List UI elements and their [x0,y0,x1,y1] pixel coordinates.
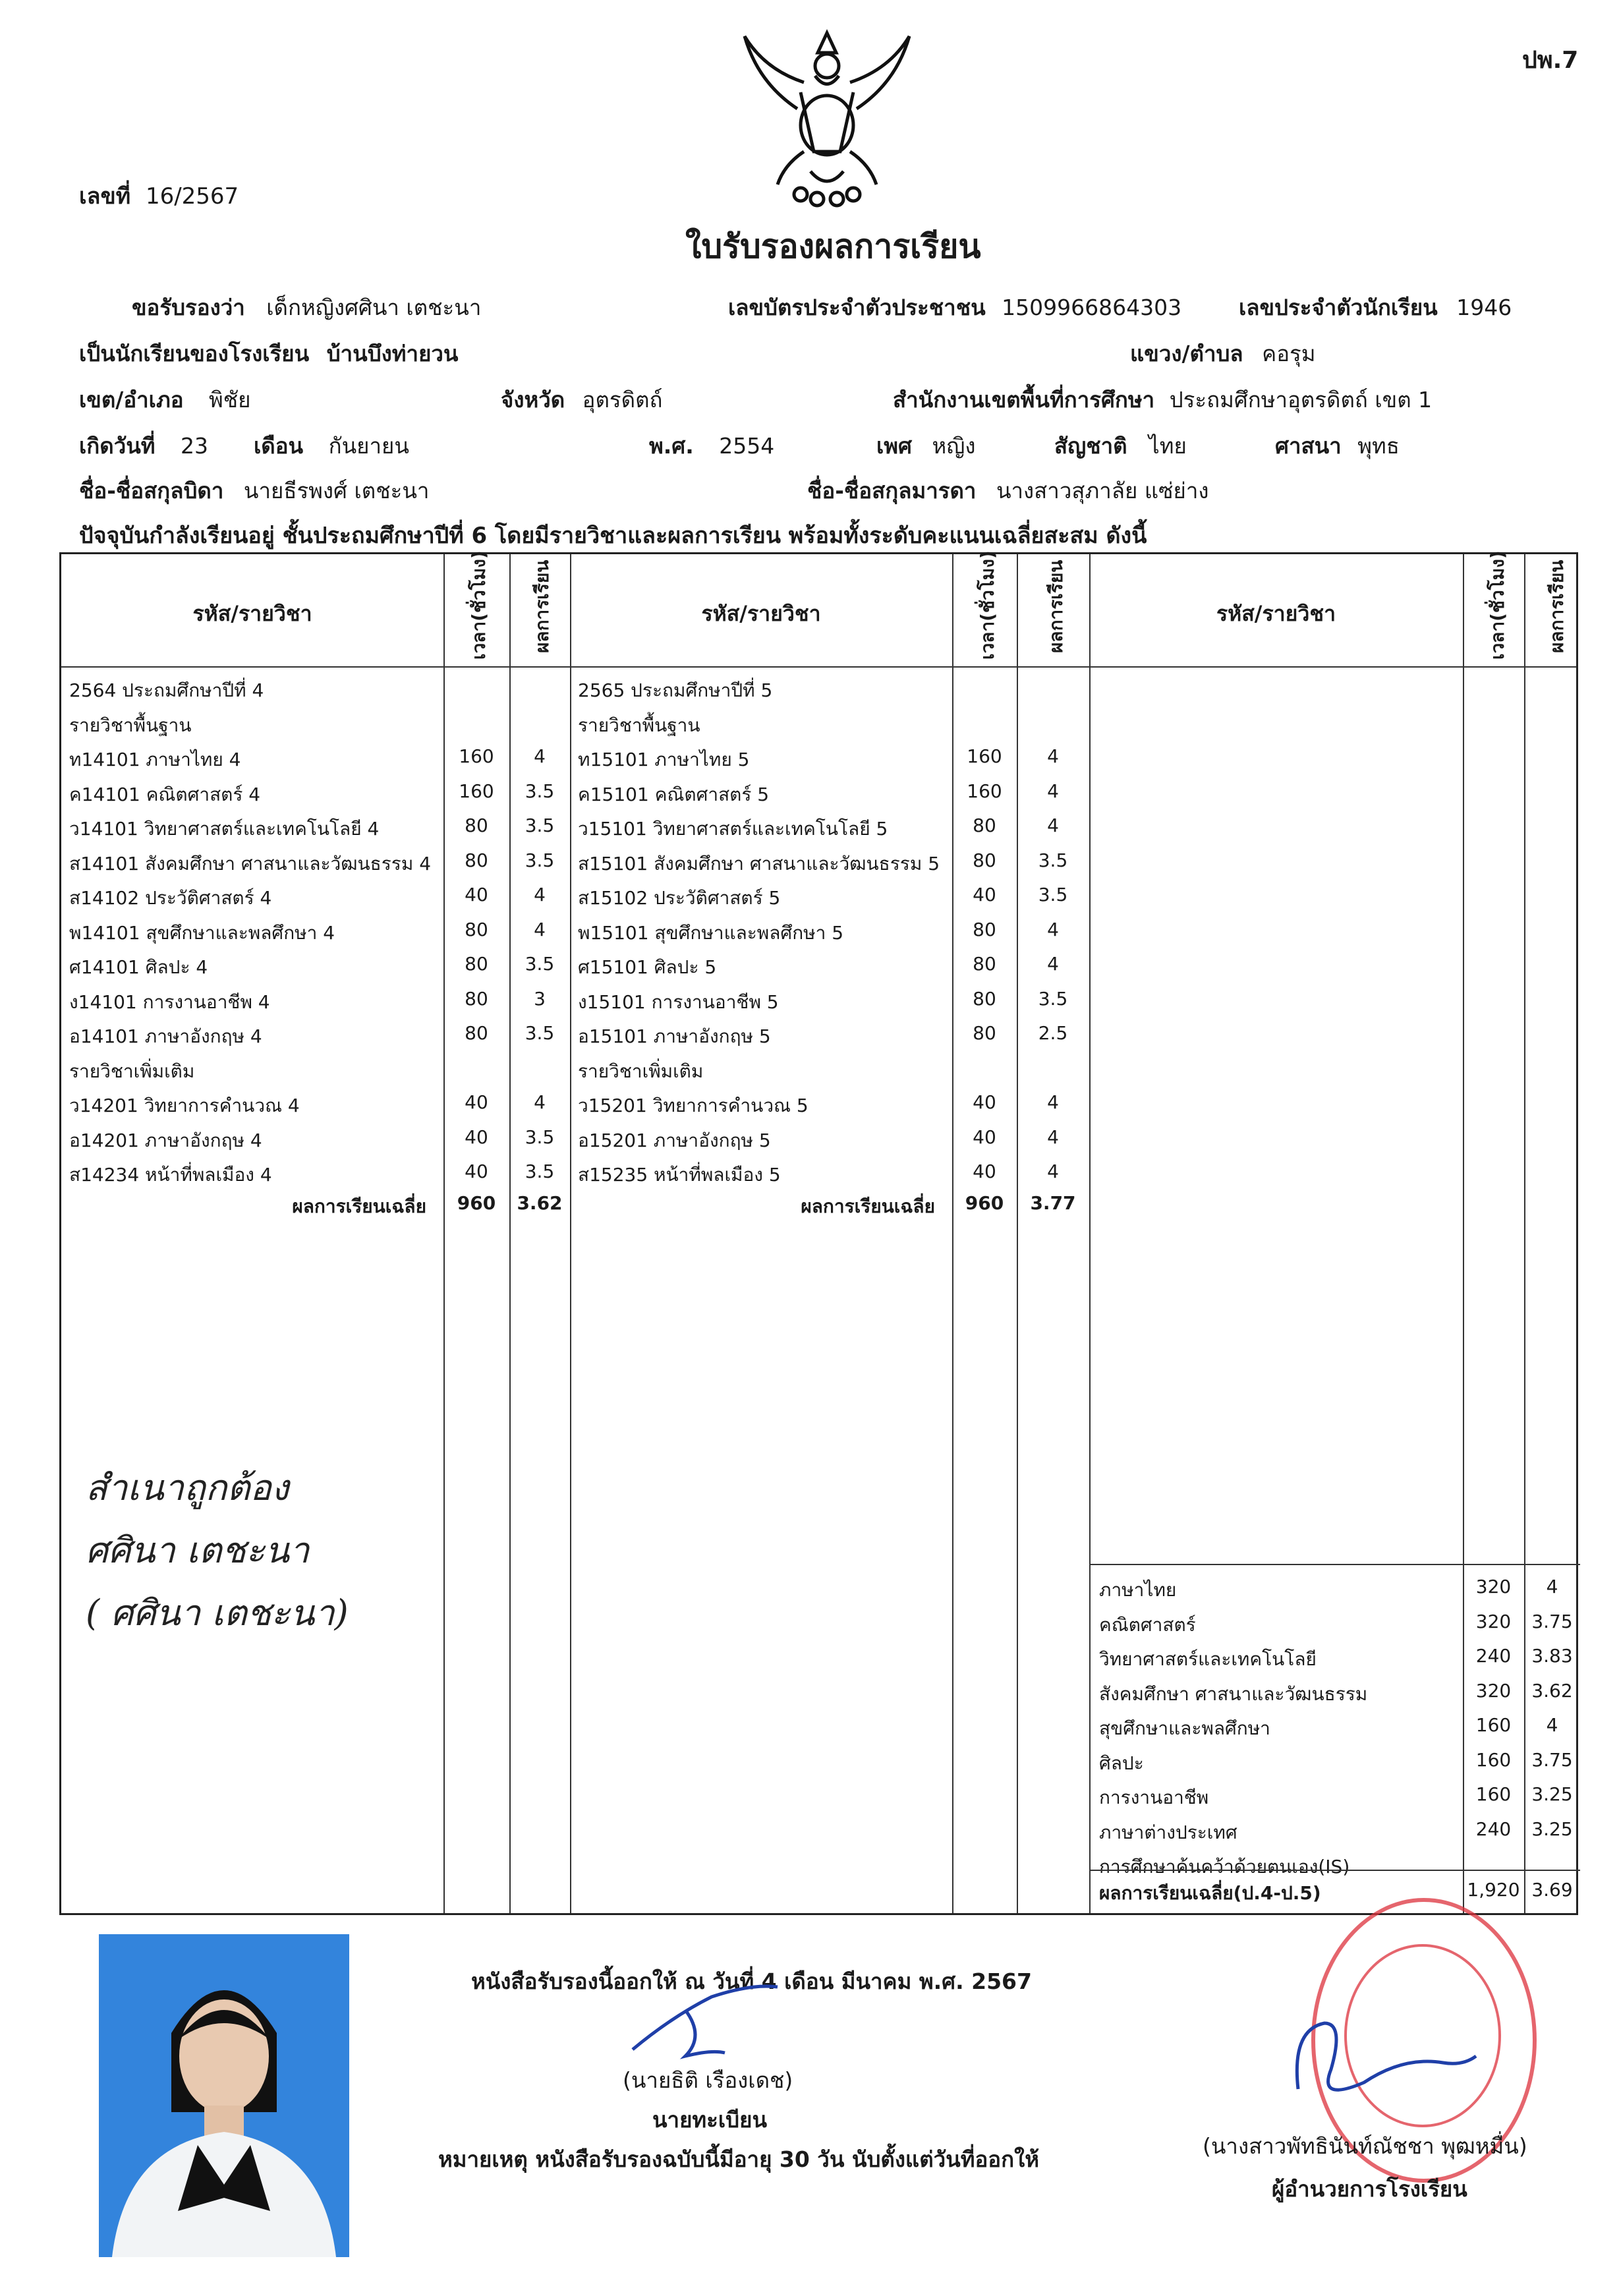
handwriting-line-1: สำเนาถูกต้อง [86,1467,289,1508]
birth-day-value: 23 [181,433,209,459]
director-signature-icon [1285,2010,1483,2102]
province-value: อุตรดิตถ์ [582,387,663,413]
sex-line [876,428,975,463]
year5-subject: 2565 ประถมศึกษาปีที่ 5 [578,679,773,701]
validity-note: หมายเหตุ หนังสือรับรองฉบับนี้มีอายุ 30 วัน นับตั้งแต่วันที่ออกให้ [438,2146,1039,2172]
summary-hours: 320 [1475,1679,1512,1702]
year5-subject: ศ15101 ศิลปะ 5 [578,956,717,978]
year5-subject: ง15101 การงานอาชีพ 5 [578,990,779,1013]
year4-grade: 3.5 [525,849,555,871]
year5-grade: 4 [1047,1126,1059,1148]
birth-month-value: กันยายน [328,433,409,459]
header-hours-2: เวลา(ชั่วโมง) [977,550,998,660]
birth-day-line [79,428,208,463]
year5-hours: 80 [973,815,996,836]
year4-subject: ศ14101 ศิลปะ 4 [69,956,208,978]
year5-hours: 80 [973,953,996,975]
year4-average-grade: 3.62 [517,1192,563,1214]
father-label: ชื่อ-ชื่อสกุลบิดา [79,478,224,503]
father-value: นายธีรพงศ์ เตชะนา [243,478,430,503]
year5-grade: 4 [1047,815,1059,836]
year5-subject: ส15102 ประวัติศาสตร์ 5 [578,887,781,909]
year5-subject: ส15235 หน้าที่พลเมือง 5 [578,1164,781,1186]
document-number-label: เลขที่ [79,183,131,210]
summary-subject: ภาษาไทย [1099,1579,1177,1601]
year4-subject: รายวิชาเพิ่มเติม [69,1060,195,1082]
handwriting-line-3: ( ศศินา เตชะนา) [86,1592,349,1634]
header-hours-1: เวลา(ชั่วโมง) [468,550,490,660]
year4-hours: 40 [465,1161,488,1182]
year5-hours: 80 [973,1022,996,1044]
director-title: ผู้อำนวยการโรงเรียน [1272,2176,1467,2202]
document-number-value: 16/2567 [145,183,239,210]
student-no-value: 1946 [1456,295,1512,320]
summary-hours: 240 [1475,1818,1512,1840]
year4-hours: 40 [465,1126,488,1148]
birth-day-label: เกิดวันที่ [79,433,156,459]
year5-grade: 2.5 [1038,1022,1068,1044]
summary-grade: 3.25 [1531,1783,1573,1805]
year4-subject: พ14101 สุขศึกษาและพลศึกษา 4 [69,921,335,944]
header-hours-3: เวลา(ชั่วโมง) [1487,550,1508,660]
year4-hours: 80 [465,918,488,940]
year5-hours: 40 [973,1091,996,1113]
year5-subject: พ15101 สุขศึกษาและพลศึกษา 5 [578,921,844,944]
id-card-line [728,290,1181,325]
student-no-label: เลขประจำตัวนักเรียน [1239,295,1438,320]
header-subject-1: รหัส/รายวิชา [192,601,312,626]
student-no-line [1239,290,1512,325]
issue-date: หนังสือรับรองนี้ออกให้ ณ วันที่ 4 เดือน มีนาคม พ.ศ. 2567 [471,1968,1032,1994]
summary-subject: สังคมศึกษา ศาสนาและวัฒนธรรม [1099,1682,1368,1705]
year4-subject: ว14201 วิทยาการคำนวณ 4 [69,1095,300,1116]
nationality-line [1054,428,1187,463]
student-photo [99,1934,349,2257]
religion-line [1275,428,1400,463]
header-grade-2: ผลการเรียน [1045,560,1067,653]
year4-hours: 40 [465,884,488,905]
year5-grade: 4 [1047,1091,1059,1113]
year4-subject: ส14102 ประวัติศาสตร์ 4 [69,887,272,909]
year5-grade: 4 [1047,1161,1059,1182]
form-code: ปพ.7 [1522,47,1579,74]
total-average-hours: 1,920 [1467,1879,1520,1901]
summary-hours: 320 [1475,1610,1512,1632]
year4-subject: 2564 ประถมศึกษาปีที่ 4 [69,679,264,701]
id-card-label: เลขบัตรประจำตัวประชาชน [728,295,986,320]
subdistrict-value: คอรุม [1262,341,1316,366]
nationality-label: สัญชาติ [1054,433,1127,459]
year5-grade: 4 [1047,745,1059,767]
summary-hours: 160 [1475,1783,1512,1805]
district-label: เขต/อำเภอ [79,387,184,413]
registrar-name: (นายธิติ เรืองเดช) [623,2067,793,2093]
summary-hours: 160 [1475,1714,1512,1736]
sex-label: เพศ [876,433,912,459]
year4-subject: อ14101 ภาษาอังกฤษ 4 [69,1025,262,1047]
birth-year-line [649,428,774,463]
year4-hours: 80 [465,849,488,871]
year4-subject: รายวิชาพื้นฐาน [69,714,192,736]
header-grade-3: ผลการเรียน [1546,560,1568,653]
garuda-emblem-icon [738,20,916,211]
registrar-signature-icon [626,1984,784,2063]
religion-value: พุทธ [1357,433,1400,459]
summary-hours: 240 [1475,1645,1512,1667]
mother-label: ชื่อ-ชื่อสกุลมารดา [807,478,977,503]
province-line [501,382,663,417]
year5-subject: อ15101 ภาษาอังกฤษ 5 [578,1025,771,1047]
year4-grade: 4 [534,884,546,905]
year4-average-label: ผลการเรียนเฉลี่ย [292,1195,426,1217]
page-title: ใบรับรองผลการเรียน [685,227,981,266]
registrar-title: นายทะเบียน [652,2107,768,2133]
year5-hours: 160 [967,780,1002,802]
header-grade-1: ผลการเรียน [531,560,553,653]
year4-grade: 3.5 [525,780,555,802]
year5-subject: อ15201 ภาษาอังกฤษ 5 [578,1129,771,1151]
summary-grade: 3.25 [1531,1818,1573,1840]
summary-grade: 3.62 [1531,1679,1573,1702]
year5-hours: 40 [973,884,996,905]
mother-value: นางสาวสุภาลัย แซ่ย่าง [996,478,1209,503]
school-label: เป็นนักเรียนของโรงเรียน [79,341,310,366]
summary-hours: 320 [1475,1576,1512,1597]
mother-line [807,473,1208,508]
father-line [79,473,429,508]
year4-grade: 3.5 [525,953,555,975]
handwriting-line-2: ศศินา เตชะนา [86,1530,310,1571]
year4-grade: 3.5 [525,1022,555,1044]
office-line [893,382,1432,417]
school-line [79,336,459,371]
year4-hours: 80 [465,1022,488,1044]
year5-grade: 3.5 [1038,987,1068,1010]
summary-grade: 3.83 [1531,1645,1573,1667]
year4-average-hours: 960 [457,1192,496,1214]
year4-subject: อ14201 ภาษาอังกฤษ 4 [69,1129,262,1151]
summary-subject: คณิตศาสตร์ [1099,1613,1196,1636]
birth-year-label: พ.ศ. [649,433,694,459]
year5-subject: ท15101 ภาษาไทย 5 [578,749,750,770]
year4-hours: 80 [465,987,488,1010]
year4-subject: ส14234 หน้าที่พลเมือง 4 [69,1164,272,1186]
id-card-value: 1509966864303 [1002,295,1182,320]
year4-subject: ส14101 สังคมศึกษา ศาสนาและวัฒนธรรม 4 [69,852,432,875]
district-line [79,382,251,417]
summary-subject: การงานอาชีพ [1099,1787,1209,1808]
summary-hours: 160 [1475,1748,1512,1771]
student-name: เด็กหญิงศศินา เตชะนา [266,295,482,320]
certify-label: ขอรับรองว่า [132,295,245,320]
summary-grade: 4 [1546,1714,1558,1736]
year5-grade: 4 [1047,780,1059,802]
year4-grade: 3.5 [525,815,555,836]
year4-subject: ค14101 คณิตศาสตร์ 4 [69,783,261,805]
total-average-label: ผลการเรียนเฉลี่ย(ป.4-ป.5) [1099,1882,1321,1904]
year5-subject: รายวิชาพื้นฐาน [578,714,700,736]
subdistrict-line [1130,336,1316,371]
district-value: พิชัย [209,387,251,413]
year4-grade: 4 [534,918,546,940]
year5-average-grade: 3.77 [1030,1192,1076,1214]
year5-average-label: ผลการเรียนเฉลี่ย [801,1195,935,1217]
year5-hours: 80 [973,918,996,940]
year4-grade: 3.5 [525,1161,555,1182]
year4-hours: 40 [465,1091,488,1113]
document-number [79,178,239,214]
summary-subject: ภาษาต่างประเทศ [1099,1821,1237,1843]
certify-line [132,290,481,325]
director-name: (นางสาวพัทธินันท์ณัชชา พุฒหมื่น) [1203,2133,1527,2159]
birth-month-line [254,428,409,463]
year4-hours: 80 [465,815,488,836]
summary-grade: 3.75 [1531,1610,1573,1632]
year5-subject: ส15101 สังคมศึกษา ศาสนาและวัฒนธรรม 5 [578,852,940,875]
office-label: สำนักงานเขตพื้นที่การศึกษา [893,387,1155,413]
year4-subject: ว14101 วิทยาศาสตร์และเทคโนโลยี 4 [69,818,380,840]
year5-hours: 160 [967,745,1002,767]
handwritten-certification [86,1456,349,1644]
year5-hours: 40 [973,1126,996,1148]
year5-subject: ว15201 วิทยาการคำนวณ 5 [578,1095,809,1116]
school-value: บ้านบึงท่ายวน [326,341,459,366]
year4-hours: 160 [459,780,494,802]
summary-subject: สุขศึกษาและพลศึกษา [1099,1717,1270,1739]
office-value: ประถมศึกษาอุตรดิตถ์ เขต 1 [1169,387,1433,413]
year4-subject: ง14101 การงานอาชีพ 4 [69,990,270,1013]
year5-subject: ว15101 วิทยาศาสตร์และเทคโนโลยี 5 [578,818,888,840]
year5-grade: 3.5 [1038,849,1068,871]
header-subject-3: รหัส/รายวิชา [1216,601,1336,626]
year5-subject: ค15101 คณิตศาสตร์ 5 [578,783,770,805]
year4-grade: 3 [534,987,546,1010]
year4-grade: 4 [534,745,546,767]
sex-value: หญิง [932,433,976,459]
year4-grade: 4 [534,1091,546,1113]
birth-year-value: 2554 [719,433,775,459]
year4-grade: 3.5 [525,1126,555,1148]
year5-hours: 40 [973,1161,996,1182]
subdistrict-label: แขวง/ตำบล [1130,341,1243,366]
summary-subject: การศึกษาค้นคว้าด้วยตนเอง(IS) [1099,1856,1350,1878]
year5-average-hours: 960 [965,1192,1004,1214]
year4-subject: ท14101 ภาษาไทย 4 [69,749,241,770]
summary-grade: 3.75 [1531,1748,1573,1771]
year4-hours: 80 [465,953,488,975]
summary-subject: วิทยาศาสตร์และเทคโนโลยี [1099,1648,1317,1670]
grades-table [59,552,1578,1915]
year5-subject: รายวิชาเพิ่มเติม [578,1060,704,1082]
year5-grade: 3.5 [1038,884,1068,905]
year5-hours: 80 [973,849,996,871]
year5-grade: 4 [1047,953,1059,975]
summary-grade: 4 [1546,1576,1558,1597]
year5-grade: 4 [1047,918,1059,940]
summary-subject: ศิลปะ [1099,1752,1144,1774]
header-subject-2: รหัส/รายวิชา [701,601,821,626]
religion-label: ศาสนา [1275,433,1342,459]
birth-month-label: เดือน [254,433,304,459]
total-average-grade: 3.69 [1531,1879,1573,1901]
year5-hours: 80 [973,987,996,1010]
year4-hours: 160 [459,745,494,767]
current-status: ปัจจุบันกำลังเรียนอยู่ ชั้นประถมศึกษาปีที่ 6 โดยมีรายวิชาและผลการเรียน พร้อมทั้งระดับคะแนนเฉลี่ยสะสม ดังนี้ [79,523,1147,549]
nationality-value: ไทย [1149,433,1187,459]
province-label: จังหวัด [501,387,565,413]
